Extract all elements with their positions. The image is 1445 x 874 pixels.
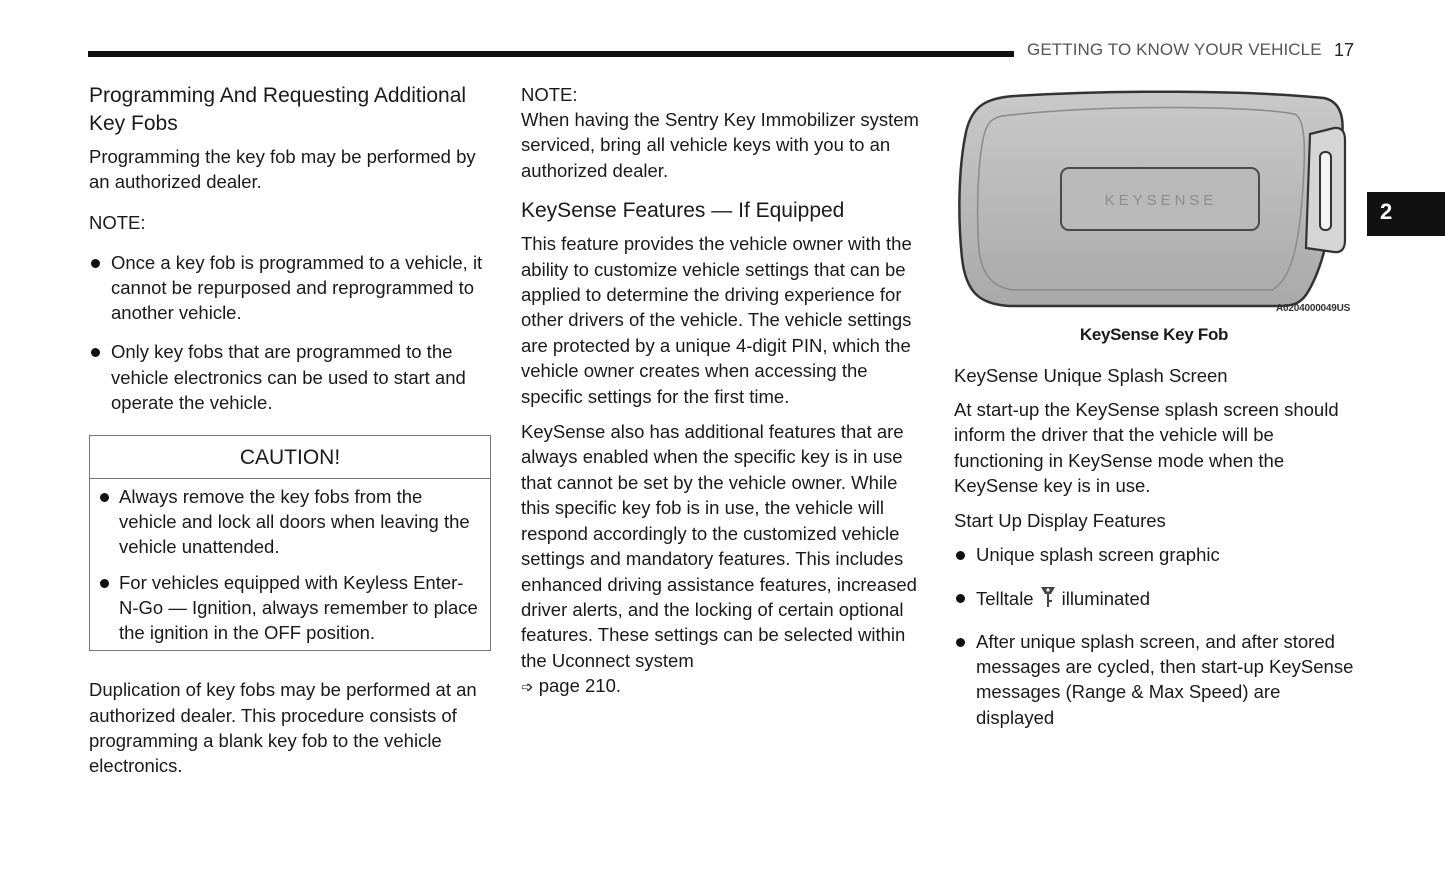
list-item: Only key fobs that are programmed to the vehicle electronics can be used to start and operate the vehicle.	[89, 339, 491, 415]
running-header: GETTING TO KNOW YOUR VEHICLE	[1027, 40, 1322, 59]
page-number: 17	[1334, 40, 1355, 60]
subheading-startup-features: Start Up Display Features	[954, 509, 1166, 531]
section-heading-keysense: KeySense Features — If Equipped	[521, 199, 845, 223]
paragraph-keysense-2	[521, 419, 923, 700]
caution-list	[90, 479, 490, 650]
paragraph-keysense-1: This feature provides the vehicle owner with the ability to customize vehicle settings that can be applied to determine the driving experience for other drivers of the vehicle. The vehicle settings are protected by a unique 4-digit PIN, which the vehicle owner creates when accessing the specific settings for the first time.	[521, 233, 912, 407]
list-item: Once a key fob is programmed to a vehicle, it cannot be repurposed and reprogrammed to another vehicle.	[89, 250, 491, 326]
list-item: For vehicles equipped with Keyless Enter-N-Go — Ignition, always remember to place the ignition in the OFF position.	[98, 570, 480, 646]
figure-caption: KeySense Key Fob	[1079, 325, 1229, 344]
list-item-telltale	[954, 585, 1354, 615]
key-telltale-icon	[1038, 585, 1058, 615]
fob-brand-label: KEYSENSE	[1104, 192, 1218, 209]
column-right	[954, 90, 1354, 730]
startup-features-list	[954, 542, 1354, 730]
header-rule	[88, 51, 1014, 57]
note-label: NOTE:	[521, 84, 578, 105]
note-label: NOTE:	[89, 211, 146, 233]
paragraph-splash-screen: At start-up the KeySense splash screen should inform the driver that the vehicle will be functioning in KeySense mode when the KeySense key is in use.	[954, 399, 1339, 497]
caution-title: CAUTION!	[90, 436, 490, 479]
caution-box	[89, 435, 491, 651]
list-item: Unique splash screen graphic	[954, 542, 1354, 567]
note-list	[89, 250, 491, 415]
telltale-text-after: illuminated	[1061, 587, 1151, 609]
telltale-text-before: Telltale	[976, 587, 1034, 609]
section-heading-programming: Programming And Requesting Additional Key Fobs	[89, 84, 467, 135]
paragraph-duplication: Duplication of key fobs may be performed at an authorized dealer. This procedure consists of programming a blank key fob to the vehicle electronics.	[89, 679, 477, 777]
column-left	[89, 82, 491, 779]
key-fob-figure	[954, 90, 1354, 322]
list-item: After unique splash screen, and after stored messages are cycled, then start-up KeySense messages (Range & Max Speed) are displayed	[954, 629, 1354, 730]
page-reference-link[interactable]: page 210.	[538, 675, 622, 697]
column-middle	[521, 82, 923, 701]
key-fob-illustration	[954, 90, 1354, 310]
fob-key-ring-slot	[1320, 152, 1331, 230]
page-reference-arrow-icon: ➩	[521, 679, 534, 697]
paragraph-note-sentry-key: When having the Sentry Key Immobilizer system serviced, bring all vehicle keys with you to an authorized dealer.	[521, 109, 919, 181]
subheading-splash-screen: KeySense Unique Splash Screen	[954, 365, 1228, 386]
list-item: Always remove the key fobs from the vehicle and lock all doors when leaving the vehicle unattended.	[98, 484, 480, 560]
chapter-tab: 2	[1367, 192, 1445, 236]
paragraph-programming-intro: Programming the key fob may be performed by an authorized dealer.	[89, 146, 476, 193]
paragraph-keysense-2-text: KeySense also has additional features that are always enabled when the specific key is in use that cannot be set by the vehicle owner. While this specific key fob is in use, the vehicle will respond accordingly to the customized vehicle settings and mandatory features. This includes enhanced driving assistance features, increased driver alerts, and the locking of certain optional features. These settings can be selected within the Uconnect system	[521, 421, 917, 671]
image-code: A0204000049US	[1276, 303, 1351, 314]
